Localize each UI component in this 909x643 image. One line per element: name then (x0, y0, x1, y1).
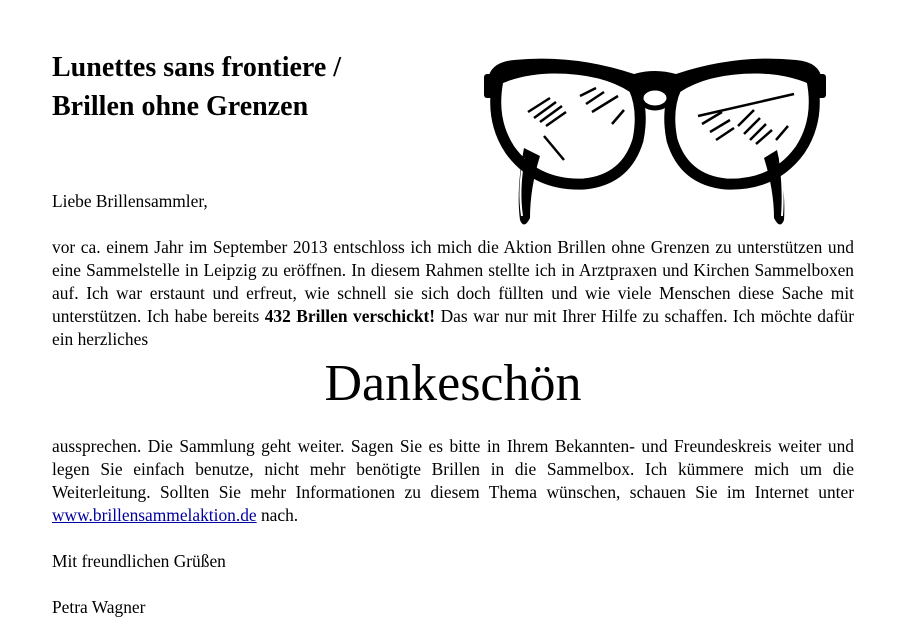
website-link[interactable]: www.brillensammelaktion.de (52, 505, 257, 525)
paragraph-intro-end: Das war nur mit Ihrer Hilfe zu schaffen. Ich möchte dafür ein herzliches (52, 306, 854, 349)
signature-name: Petra Wagner (52, 597, 146, 617)
paragraph-intro-text: vor ca. einem Jahr im September 2013 entschloss ich mich die Aktion Brillen ohne Grenzen zu unterstützen und eine Sammelstelle in Leipzig zu eröffnen. In diesem Rahmen stellte ich in Arztpraxen und Kirchen Sammelboxen auf. Ich war erstaunt und erfreut, wie schnell sie sich doch füllten und wie viele Menschen diese Sache mit unterstützen. Ich habe bereits (52, 237, 854, 326)
closing: Mit freundlichen Grüßen (52, 551, 226, 571)
title-line-german: Brillen ohne Grenzen (52, 91, 309, 122)
title-line-french: Lunettes sans frontiere / (52, 52, 342, 83)
paragraph-continuation-end: nach. (256, 505, 299, 525)
salutation: Liebe Brillensammler, (52, 191, 208, 211)
highlight-count: 432 Brillen verschickt! (264, 306, 436, 326)
paragraph-intro (52, 236, 854, 351)
thanks-heading: Dankeschön (324, 355, 582, 412)
paragraph-continuation (52, 435, 854, 527)
page-title (52, 48, 472, 126)
paragraph-continuation-text: aussprechen. Die Sammlung geht weiter. Sagen Sie es bitte in Ihrem Bekannten- und Freundeskreis weiter und legen Sie einfach benutze, nicht mehr benötigte Brillen in die Sammelbox. Ich kümmere mich um die Weiterleitung. Sollten Sie mehr Informationen zu diesem Thema wünschen, schauen Sie im Internet unter (52, 436, 854, 502)
